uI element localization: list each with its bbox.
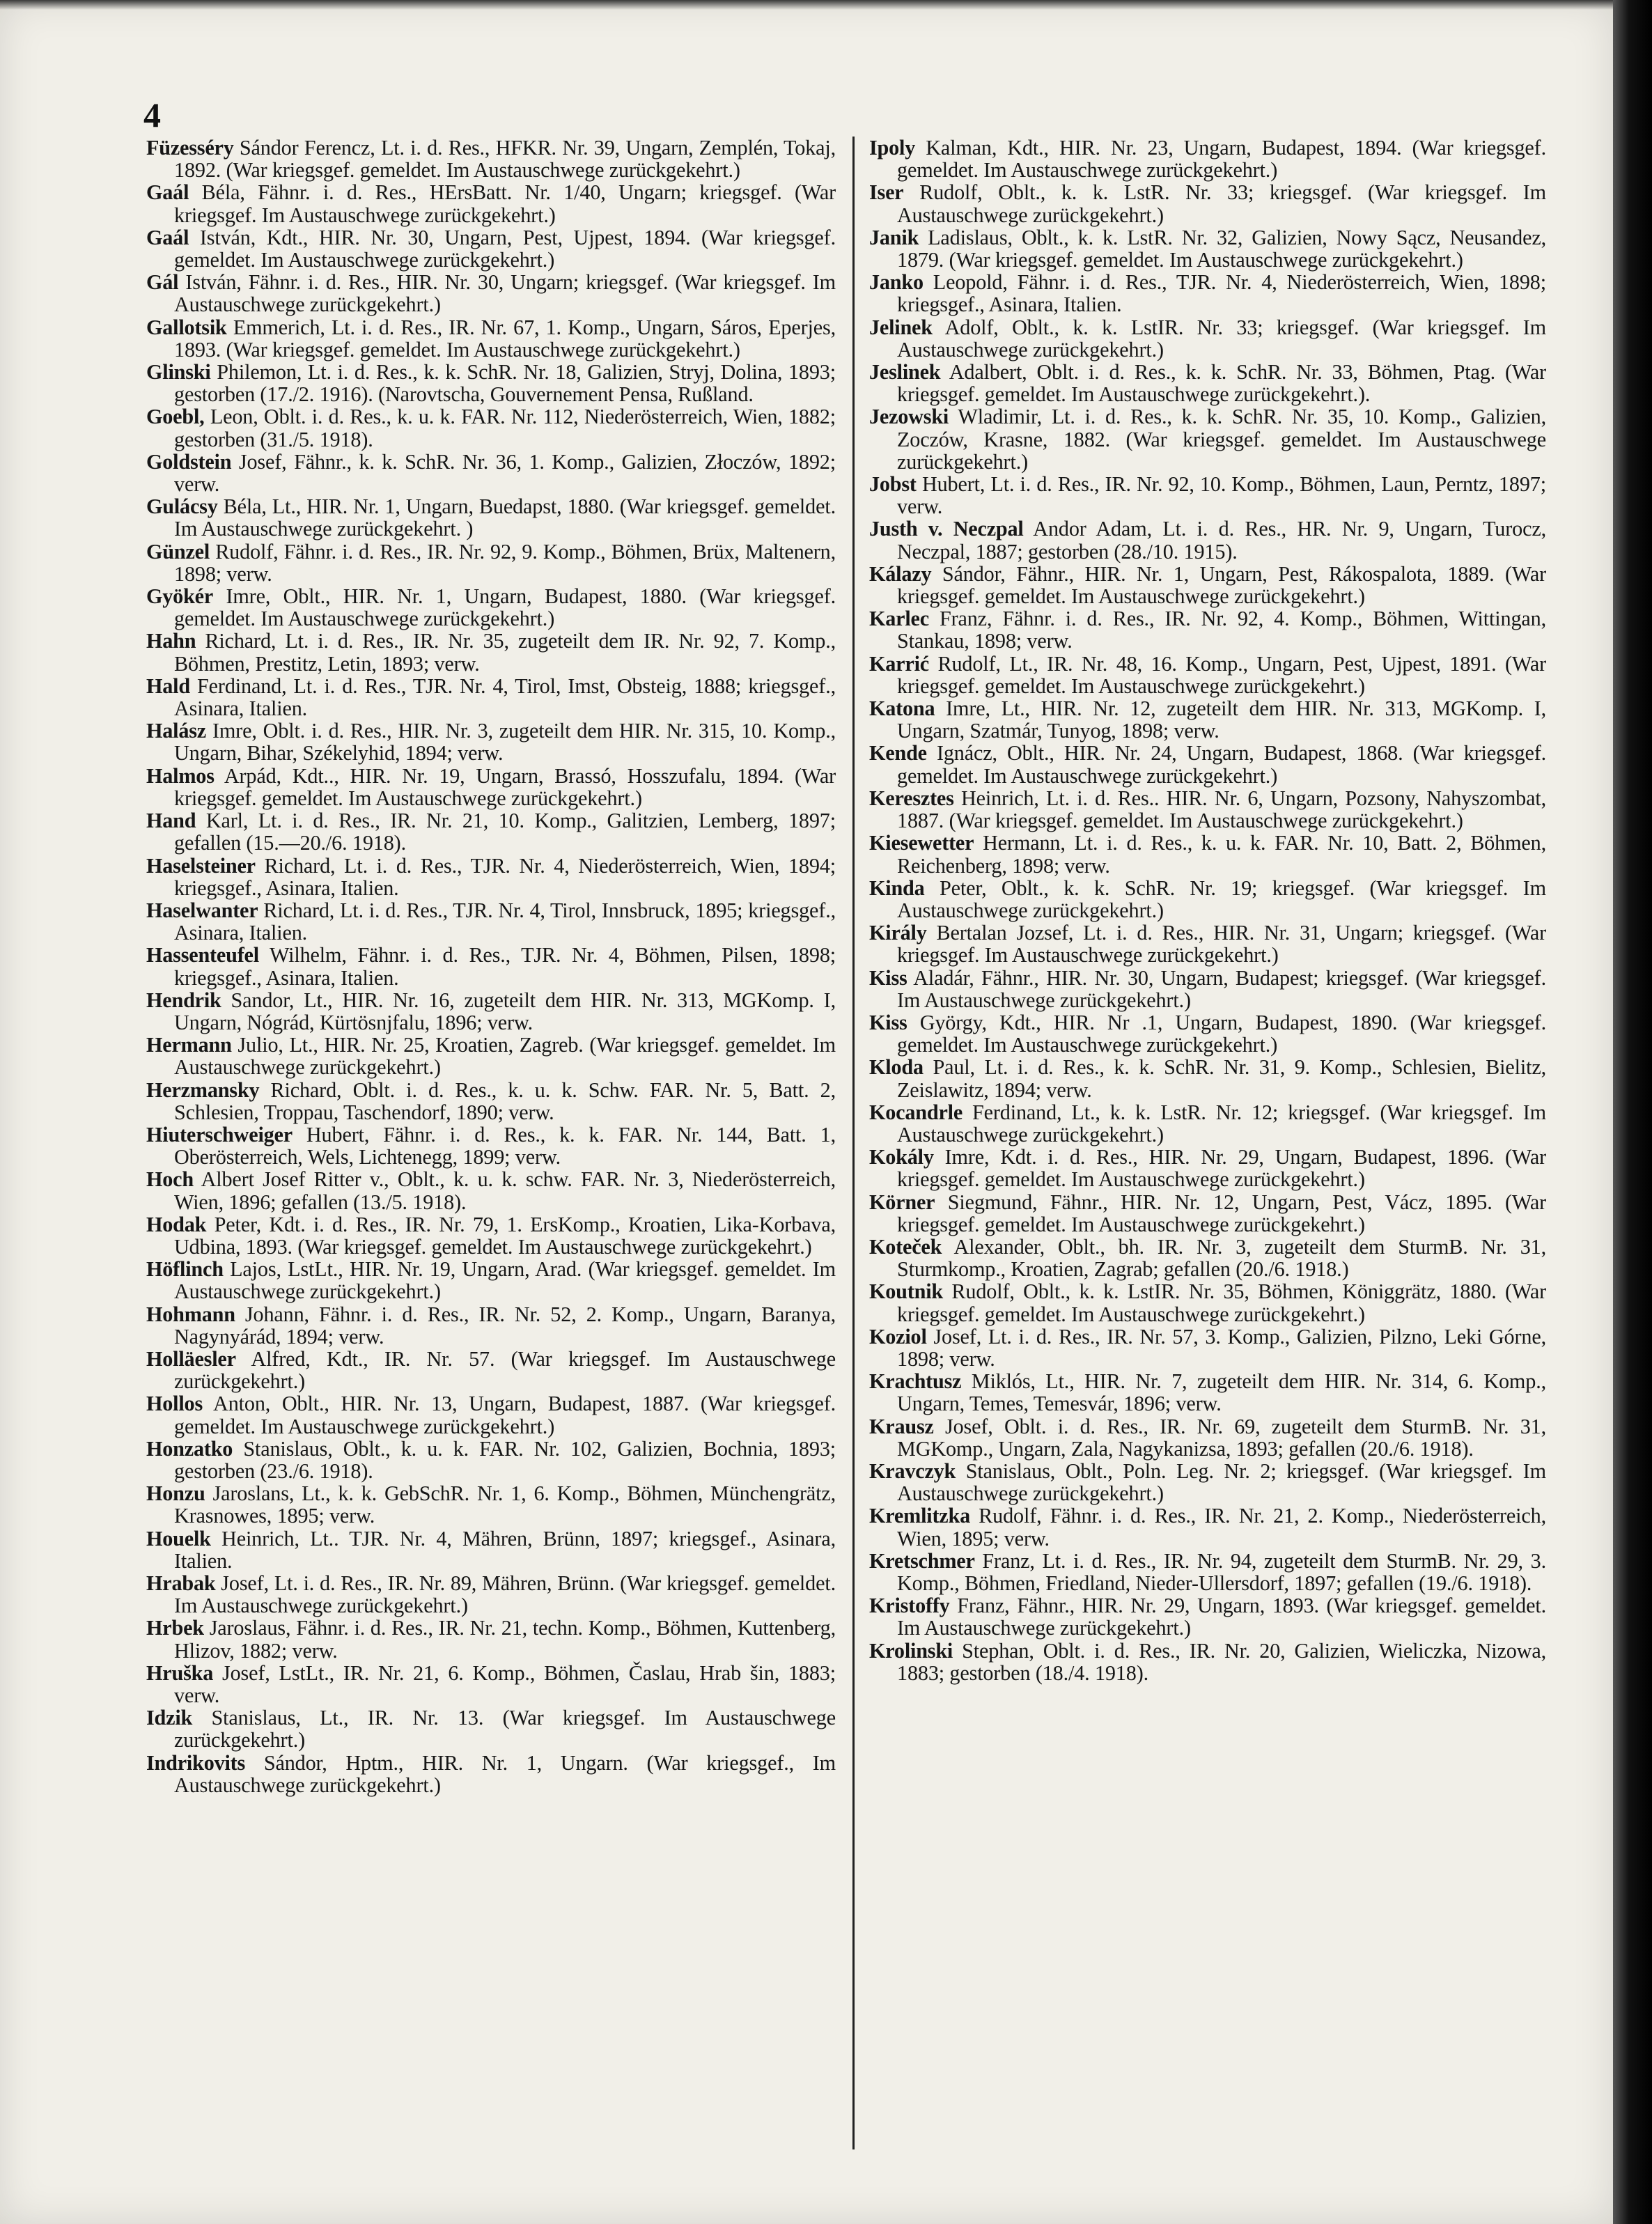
- entry-details: Rudolf, Lt., IR. Nr. 48, 16. Komp., Ungarn, Pest, Ujpest, 1891. (War kriegsgef. gemeldet. Im Austauschwege zurückgekehrt.): [897, 651, 1546, 698]
- entry-surname: Kiss: [869, 1010, 907, 1034]
- directory-entry: [146, 226, 836, 271]
- entry-surname: Houelk: [146, 1526, 211, 1550]
- directory-entry: [869, 1236, 1546, 1280]
- directory-entry: [146, 1168, 836, 1213]
- entry-details: Stanislaus, Oblt., k. u. k. FAR. Nr. 102, Galizien, Bochnia, 1893; gestorben (23./6. 1918).: [174, 1436, 836, 1483]
- entry-details: Julio, Lt., HIR. Nr. 25, Kroatien, Zagreb. (War kriegsgef. gemeldet. Im Austauschwege zurückgekehrt.): [174, 1033, 836, 1080]
- entry-details: Emmerich, Lt. i. d. Res., IR. Nr. 67, 1. Komp., Ungarn, Sáros, Eperjes, 1893. (War kriegsgef. gemeldet. Im Austauschwege zurückgekehrt.): [174, 315, 836, 361]
- page-top-edge: [0, 0, 1613, 10]
- entry-details: Hermann, Lt. i. d. Res., k. u. k. FAR. Nr. 10, Batt. 2, Böhmen, Reichenberg, 1898; verw.: [897, 831, 1546, 878]
- page-number: 4: [143, 95, 161, 134]
- entry-details: Béla, Fähnr. i. d. Res., HErsBatt. Nr. 1/40, Ungarn; kriegsgef. (War kriegsgef. Im Austauschwege zurückgekehrt.): [174, 180, 836, 227]
- entry-surname: Hahn: [146, 629, 196, 653]
- entry-surname: Honzatko: [146, 1436, 233, 1461]
- entry-surname: Glinski: [146, 360, 211, 384]
- entry-surname: Höflinch: [146, 1257, 224, 1282]
- entry-details: Philemon, Lt. i. d. Res., k. k. SchR. Nr. 18, Galizien, Stryj, Dolina, 1893; gestorben (17./2. 1916). (Narovtscha, Gouvernement Pensa, Rußland.: [174, 360, 836, 407]
- directory-entry: [146, 720, 836, 764]
- entry-surname: Halmos: [146, 763, 215, 788]
- entry-details: Hubert, Fähnr. i. d. Res., k. k. FAR. Nr. 144, Batt. 1, Oberösterreich, Wels, Lichtenegg, 1899; verw.: [174, 1122, 836, 1169]
- directory-entry: [869, 271, 1546, 316]
- entry-surname: Füzesséry: [146, 136, 234, 160]
- left-column: [146, 137, 836, 1796]
- entry-surname: Justh v. Neczpal: [869, 517, 1024, 541]
- entry-surname: Hald: [146, 674, 190, 698]
- entry-surname: Gallotsik: [146, 315, 227, 339]
- entry-surname: Janko: [869, 270, 924, 295]
- entry-details: Rudolf, Fähnr. i. d. Res., IR. Nr. 21, 2. Komp., Niederösterreich, Wien, 1895; verw.: [897, 1504, 1546, 1550]
- directory-entry: [869, 316, 1546, 361]
- column-divider: [852, 137, 855, 2149]
- directory-entry: [869, 518, 1546, 562]
- entry-surname: Idzik: [146, 1706, 193, 1730]
- entry-details: Josef, LstLt., IR. Nr. 21, 6. Komp., Böhmen, Časlau, Hrab šin, 1883; verw.: [174, 1661, 836, 1708]
- directory-entry: [146, 1617, 836, 1661]
- entry-details: Heinrich, Lt. i. d. Res.. HIR. Nr. 6, Ungarn, Pozsony, Nahyszombat, 1887. (War kriegsgef. gemeldet. Im Austauschwege zurückgekehrt.): [897, 786, 1546, 833]
- entry-surname: Holläesler: [146, 1346, 236, 1371]
- directory-entry: [146, 585, 836, 630]
- entry-details: Siegmund, Fähnr., HIR. Nr. 12, Ungarn, Pest, Vácz, 1895. (War kriegsgef. gemeldet. Im Austauschwege zurückgekehrt.): [897, 1190, 1546, 1236]
- entry-details: Wladimir, Lt. i. d. Res., k. k. SchR. Nr. 35, 10. Komp., Galizien, Zoczów, Krasne, 1882. (War kriegsgef. gemeldet. Im Austauschwege zurückgekehrt.): [897, 405, 1547, 474]
- directory-entry: [146, 1303, 836, 1348]
- entry-surname: Haselwanter: [146, 898, 258, 922]
- entry-details: Peter, Kdt. i. d. Res., IR. Nr. 79, 1. ErsKomp., Kroatien, Lika-Korbava, Udbina, 1893. (War kriegsgef. gemeldet. Im Austauschwege zurückgekehrt.): [174, 1212, 836, 1259]
- entry-details: Arpád, Kdt.., HIR. Nr. 19, Ungarn, Brassó, Hosszufalu, 1894. (War kriegsgef. gemeldet. Im Austauschwege zurückgekehrt.): [174, 763, 836, 810]
- entry-details: István, Fähnr. i. d. Res., HIR. Nr. 30, Ungarn; kriegsgef. (War kriegsgef. Im Austauschwege zurückgekehrt.): [174, 270, 836, 317]
- entry-details: Richard, Lt. i. d. Res., TJR. Nr. 4, Niederösterreich, Wien, 1894; kriegsgef., Asinara, Italien.: [174, 853, 836, 900]
- entry-surname: Gulácsy: [146, 495, 218, 519]
- directory-entry: [869, 607, 1546, 652]
- entry-surname: Hendrik: [146, 988, 221, 1012]
- entry-surname: Hollos: [146, 1392, 203, 1416]
- entry-details: Béla, Lt., HIR. Nr. 1, Ungarn, Buedapst, 1880. (War kriegsgef. gemeldet. Im Austauschwege zurückgekehrt. ): [174, 495, 836, 541]
- entry-details: Anton, Oblt., HIR. Nr. 13, Ungarn, Budapest, 1887. (War kriegsgef. gemeldet. Im Austauschwege zurückgekehrt.): [174, 1392, 836, 1438]
- directory-entry: [146, 1392, 836, 1437]
- directory-entry: [869, 877, 1546, 922]
- directory-entry: [869, 1504, 1546, 1549]
- entry-surname: Hand: [146, 809, 196, 833]
- directory-entry: [146, 451, 836, 495]
- directory-entry: [869, 742, 1546, 786]
- entry-surname: Hermann: [146, 1033, 232, 1057]
- entry-surname: Gaál: [146, 180, 189, 205]
- directory-entry: [869, 1011, 1546, 1056]
- directory-entry: [146, 630, 836, 674]
- entry-surname: Kinda: [869, 876, 925, 900]
- entry-details: Miklós, Lt., HIR. Nr. 7, zugeteilt dem HIR. Nr. 314, 6. Komp., Ungarn, Temes, Temesvár, 1896; verw.: [897, 1369, 1546, 1416]
- entry-surname: Krachtusz: [869, 1369, 962, 1394]
- directory-entry: [869, 181, 1546, 226]
- entry-details: Franz, Fähnr. i. d. Res., IR. Nr. 92, 4. Komp., Böhmen, Wittingan, Stankau, 1898; verw.: [897, 607, 1546, 653]
- right-column: [869, 137, 1546, 1684]
- directory-entry: [869, 787, 1546, 832]
- entry-details: Alexander, Oblt., bh. IR. Nr. 3, zugeteilt dem SturmB. Nr. 31, Sturmkomp., Kroatien, Zagrab; gefallen (20./6. 1918.): [897, 1234, 1546, 1282]
- entry-surname: Körner: [869, 1190, 935, 1214]
- directory-entry: [146, 1213, 836, 1258]
- directory-entry: [146, 1572, 836, 1617]
- directory-entry: [869, 405, 1546, 473]
- entry-surname: Krolinski: [869, 1638, 953, 1663]
- directory-entry: [869, 1640, 1546, 1684]
- entry-surname: Karrić: [869, 651, 929, 676]
- entry-surname: Kiss: [869, 965, 907, 990]
- directory-entry: [869, 697, 1546, 742]
- directory-entry: [146, 361, 836, 405]
- entry-surname: Kravczyk: [869, 1459, 956, 1483]
- directory-entry: [869, 1325, 1546, 1370]
- entry-surname: Hodak: [146, 1212, 207, 1236]
- directory-entry: [869, 1550, 1546, 1594]
- entry-surname: Kloda: [869, 1055, 924, 1080]
- directory-entry: [146, 1706, 836, 1751]
- directory-entry: [869, 922, 1546, 966]
- entry-surname: Honzu: [146, 1482, 205, 1506]
- entry-surname: Kremlitzka: [869, 1504, 970, 1528]
- directory-entry: [146, 1527, 836, 1572]
- entry-details: Josef, Fähnr., k. k. SchR. Nr. 36, 1. Komp., Galizien, Złoczów, 1892; verw.: [174, 449, 836, 497]
- entry-details: Andor Adam, Lt. i. d. Res., HR. Nr. 9, Ungarn, Turocz, Neczpal, 1887; gestorben (28./10. 1915).: [897, 517, 1546, 563]
- entry-details: Adalbert, Oblt. i. d. Res., k. k. SchR. Nr. 33, Böhmen, Ptag. (War kriegsgef. gemeldet. Im Austauschwege zurückgekehrt.).: [897, 360, 1546, 407]
- entry-details: Franz, Lt. i. d. Res., IR. Nr. 94, zugeteilt dem SturmB. Nr. 29, 3. Komp., Böhmen, Friedland, Nieder-Ullersdorf, 1897; gefallen (19./6. 1918).: [897, 1548, 1546, 1595]
- directory-entry: [869, 1056, 1546, 1101]
- entry-surname: Jobst: [869, 472, 917, 497]
- directory-entry: [146, 137, 836, 181]
- directory-entry: [146, 944, 836, 988]
- entry-surname: Janik: [869, 225, 919, 249]
- entry-details: Richard, Oblt. i. d. Res., k. u. k. Schw. FAR. Nr. 5, Batt. 2, Schlesien, Troppau, Taschendorf, 1890; verw.: [174, 1078, 836, 1124]
- entry-surname: Kretschmer: [869, 1548, 975, 1573]
- entry-surname: Goebl,: [146, 405, 205, 429]
- entry-surname: Herzmansky: [146, 1078, 260, 1102]
- entry-surname: Krausz: [869, 1414, 934, 1438]
- directory-entry: [869, 1280, 1546, 1325]
- entry-details: Stanislaus, Lt., IR. Nr. 13. (War kriegsgef. Im Austauschwege zurückgekehrt.): [174, 1706, 836, 1752]
- directory-entry: [146, 675, 836, 720]
- directory-entry: [146, 1348, 836, 1392]
- entry-surname: Hrbek: [146, 1616, 204, 1640]
- directory-entry: [146, 809, 836, 854]
- entry-details: Hubert, Lt. i. d. Res., IR. Nr. 92, 10. Komp., Böhmen, Laun, Perntz, 1897; verw.: [897, 472, 1546, 519]
- entry-details: Leon, Oblt. i. d. Res., k. u. k. FAR. Nr. 112, Niederösterreich, Wien, 1882; gestorben (31./5. 1918).: [174, 405, 836, 451]
- entry-surname: Katona: [869, 697, 935, 721]
- entry-details: Sándor, Hptm., HIR. Nr. 1, Ungarn. (War kriegsgef., Im Austauschwege zurückgekehrt.): [174, 1750, 836, 1797]
- entry-details: Alfred, Kdt., IR. Nr. 57. (War kriegsgef. Im Austauschwege zurückgekehrt.): [174, 1346, 836, 1394]
- entry-details: Aladár, Fähnr., HIR. Nr. 30, Ungarn, Budapest; kriegsgef. (War kriegsgef. Im Austauschwege zurückgekehrt.): [897, 965, 1546, 1012]
- entry-surname: Haselsteiner: [146, 853, 256, 878]
- entry-surname: Király: [869, 921, 927, 945]
- entry-details: Ladislaus, Oblt., k. k. LstR. Nr. 32, Galizien, Nowy Sącz, Neusandez, 1879. (War kriegsgef. gemeldet. Im Austauschwege zurückgekehrt.): [897, 225, 1546, 272]
- directory-entry: [869, 967, 1546, 1011]
- entry-details: Rudolf, Oblt., k. k. LstIR. Nr. 35, Böhmen, Königgrätz, 1880. (War kriegsgef. gemeldet. Im Austauschwege zurückgekehrt.): [897, 1280, 1547, 1326]
- entry-details: Richard, Lt. i. d. Res., TJR. Nr. 4, Tirol, Innsbruck, 1895; kriegsgef., Asinara, Italien.: [174, 898, 836, 945]
- entry-surname: Jeslinek: [869, 360, 941, 384]
- entry-surname: Hrabak: [146, 1571, 216, 1595]
- directory-entry: [146, 1438, 836, 1482]
- entry-surname: Hoch: [146, 1167, 194, 1192]
- entry-details: Leopold, Fähnr. i. d. Res., TJR. Nr. 4, Niederösterreich, Wien, 1898; kriegsgef., Asinara, Italien.: [897, 270, 1546, 317]
- directory-entry: [869, 653, 1546, 697]
- entry-surname: Kristoffy: [869, 1594, 950, 1618]
- directory-entry: [146, 541, 836, 585]
- entry-details: Ferdinand, Lt. i. d. Res., TJR. Nr. 4, Tirol, Imst, Obsteig, 1888; kriegsgef., Asinara, Italien.: [174, 674, 836, 721]
- directory-entry: [146, 1258, 836, 1302]
- entry-details: Jaroslaus, Fähnr. i. d. Res., IR. Nr. 21, techn. Komp., Böhmen, Kuttenberg, Hlizov, 1882; verw.: [174, 1616, 836, 1663]
- directory-entry: [869, 1370, 1546, 1415]
- entry-surname: Kokály: [869, 1145, 934, 1169]
- directory-entry: [146, 1034, 836, 1078]
- entry-details: Imre, Lt., HIR. Nr. 12, zugeteilt dem HIR. Nr. 313, MGKomp. I, Ungarn, Szatmár, Tunyog, 1898; verw.: [897, 697, 1546, 743]
- entry-surname: Kocandrle: [869, 1100, 963, 1124]
- entry-details: Sándor Ferencz, Lt. i. d. Res., HFKR. Nr. 39, Ungarn, Zemplén, Tokaj, 1892. (War kriegsgef. gemeldet. Im Austauschwege zurückgekehrt.): [174, 136, 836, 182]
- directory-entry: [146, 765, 836, 809]
- directory-entry: [146, 316, 836, 361]
- directory-entry: [146, 405, 836, 450]
- entry-details: Bertalan Jozsef, Lt. i. d. Res., HIR. Nr. 31, Ungarn; kriegsgef. (War kriegsgef. Im Austauschwege zurückgekehrt.): [897, 921, 1546, 967]
- directory-entry: [146, 1752, 836, 1796]
- entry-surname: Hruška: [146, 1661, 214, 1685]
- entry-details: Peter, Oblt., k. k. SchR. Nr. 19; kriegsgef. (War kriegsgef. Im Austauschwege zurückgekehrt.): [897, 876, 1546, 922]
- entry-surname: Iser: [869, 180, 904, 205]
- entry-details: Johann, Fähnr. i. d. Res., IR. Nr. 52, 2. Komp., Ungarn, Baranya, Nagynyárád, 1894; verw.: [174, 1302, 836, 1348]
- entry-details: Rudolf, Oblt., k. k. LstR. Nr. 33; kriegsgef. (War kriegsgef. Im Austauschwege zurückgekehrt.): [897, 180, 1546, 227]
- page-right-edge-shadow: [1613, 0, 1652, 2224]
- directory-entry: [146, 899, 836, 944]
- directory-entry: [869, 1594, 1546, 1639]
- entry-details: Ferdinand, Lt., k. k. LstR. Nr. 12; kriegsgef. (War kriegsgef. Im Austauschwege zurückgekehrt.): [897, 1100, 1546, 1146]
- entry-surname: Jezowski: [869, 405, 949, 429]
- entry-surname: Halász: [146, 719, 207, 743]
- entry-details: Adolf, Oblt., k. k. LstIR. Nr. 33; kriegsgef. (War kriegsgef. Im Austauschwege zurückgekehrt.): [897, 315, 1546, 361]
- entry-details: Paul, Lt. i. d. Res., k. k. SchR. Nr. 31, 9. Komp., Schlesien, Bielitz, Zeislawitz, 1894; verw.: [897, 1055, 1546, 1102]
- directory-entry: [146, 181, 836, 226]
- entry-surname: Gyökér: [146, 584, 214, 609]
- directory-entry: [869, 473, 1546, 518]
- entry-details: Heinrich, Lt.. TJR. Nr. 4, Mähren, Brünn, 1897; kriegsgef., Asinara, Italien.: [174, 1526, 836, 1573]
- directory-entry: [869, 563, 1546, 607]
- directory-entry: [869, 1460, 1546, 1504]
- entry-details: Josef, Oblt. i. d. Res., IR. Nr. 69, zugeteilt dem SturmB. Nr. 31, MGKomp., Ungarn, Zala, Nagykanizsa, 1893; gefallen (20./6. 1918).: [897, 1414, 1546, 1461]
- directory-entry: [869, 1191, 1546, 1236]
- entry-details: Franz, Fähnr., HIR. Nr. 29, Ungarn, 1893. (War kriegsgef. gemeldet. Im Austauschwege zurückgekehrt.): [897, 1594, 1546, 1640]
- entry-details: Rudolf, Fähnr. i. d. Res., IR. Nr. 92, 9. Komp., Böhmen, Brüx, Maltenern, 1898; verw.: [174, 539, 836, 586]
- entry-details: Imre, Kdt. i. d. Res., HIR. Nr. 29, Ungarn, Budapest, 1896. (War kriegsgef. gemeldet. Im Austauschwege zurückgekehrt.): [897, 1145, 1546, 1192]
- entry-details: Imre, Oblt. i. d. Res., HIR. Nr. 3, zugeteilt dem HIR. Nr. 315, 10. Komp., Ungarn, Bihar, Székelyhid, 1894; verw.: [174, 719, 836, 765]
- entry-surname: Kiesewetter: [869, 831, 974, 855]
- entry-details: Josef, Lt. i. d. Res., IR. Nr. 89, Mähren, Brünn. (War kriegsgef. gemeldet. Im Austauschwege zurückgekehrt.): [174, 1571, 836, 1618]
- directory-entry: [146, 855, 836, 899]
- directory-entry: [869, 832, 1546, 876]
- entry-surname: Indrikovits: [146, 1750, 246, 1775]
- entry-details: Sándor, Fähnr., HIR. Nr. 1, Ungarn, Pest, Rákospalota, 1889. (War kriegsgef. gemeldet. Im Austauschwege zurückgekehrt.): [897, 561, 1546, 609]
- entry-details: Sandor, Lt., HIR. Nr. 16, zugeteilt dem HIR. Nr. 313, MGKomp. I, Ungarn, Nógrád, Kürtösnjfalu, 1896; verw.: [174, 988, 836, 1034]
- directory-entry: [146, 271, 836, 316]
- directory-entry: [869, 1415, 1546, 1460]
- entry-surname: Hiuterschweiger: [146, 1122, 293, 1146]
- entry-details: Josef, Lt. i. d. Res., IR. Nr. 57, 3. Komp., Galizien, Pilzno, Leki Górne, 1898; verw.: [897, 1324, 1546, 1371]
- directory-entry: [869, 1101, 1546, 1146]
- entry-details: Richard, Lt. i. d. Res., IR. Nr. 35, zugeteilt dem IR. Nr. 92, 7. Komp., Böhmen, Prestitz, Letin, 1893; verw.: [174, 629, 836, 676]
- entry-surname: Ipoly: [869, 136, 916, 160]
- entry-details: István, Kdt., HIR. Nr. 30, Ungarn, Pest, Ujpest, 1894. (War kriegsgef. gemeldet. Im Austauschwege zurückgekehrt.): [174, 225, 836, 272]
- entry-surname: Keresztes: [869, 786, 954, 810]
- directory-entry: [869, 361, 1546, 405]
- entry-surname: Goldstein: [146, 449, 232, 474]
- entry-details: Kalman, Kdt., HIR. Nr. 23, Ungarn, Budapest, 1894. (War kriegsgef. gemeldet. Im Austauschwege zurückgekehrt.): [897, 136, 1546, 182]
- entry-details: Wilhelm, Fähnr. i. d. Res., TJR. Nr. 4, Böhmen, Pilsen, 1898; kriegsgef., Asinara, Italien.: [174, 943, 836, 990]
- entry-surname: Koteček: [869, 1234, 942, 1259]
- directory-entry: [869, 226, 1546, 271]
- entry-surname: Hohmann: [146, 1302, 235, 1326]
- directory-entry: [146, 1123, 836, 1168]
- directory-entry: [146, 495, 836, 540]
- entry-details: Imre, Oblt., HIR. Nr. 1, Ungarn, Budapest, 1880. (War kriegsgef. gemeldet. Im Austauschwege zurückgekehrt.): [174, 584, 836, 631]
- directory-entry: [146, 989, 836, 1034]
- entry-details: Stephan, Oblt. i. d. Res., IR. Nr. 20, Galizien, Wieliczka, Nizowa, 1883; gestorben (18./4. 1918).: [897, 1638, 1546, 1685]
- entry-surname: Koziol: [869, 1324, 927, 1348]
- entry-surname: Koutnik: [869, 1280, 943, 1304]
- entry-surname: Gaál: [146, 225, 189, 249]
- directory-entry: [869, 137, 1546, 181]
- entry-surname: Hassenteufel: [146, 943, 259, 967]
- entry-details: György, Kdt., HIR. Nr .1, Ungarn, Budapest, 1890. (War kriegsgef. gemeldet. Im Austauschwege zurückgekehrt.): [897, 1010, 1546, 1057]
- entry-details: Albert Josef Ritter v., Oblt., k. u. k. schw. FAR. Nr. 3, Niederösterreich, Wien, 1896; gefallen (13./5. 1918).: [174, 1167, 836, 1214]
- directory-entry: [146, 1482, 836, 1527]
- entry-details: Ignácz, Oblt., HIR. Nr. 24, Ungarn, Budapest, 1868. (War kriegsgef. gemeldet. Im Austauschwege zurückgekehrt.): [897, 741, 1546, 788]
- entry-details: Lajos, LstLt., HIR. Nr. 19, Ungarn, Arad. (War kriegsgef. gemeldet. Im Austauschwege zurückgekehrt.): [174, 1257, 836, 1304]
- entry-surname: Gál: [146, 270, 179, 295]
- entry-surname: Jelinek: [869, 315, 933, 339]
- entry-surname: Günzel: [146, 539, 210, 563]
- directory-entry: [146, 1662, 836, 1706]
- entry-surname: Karlec: [869, 607, 929, 631]
- entry-surname: Kende: [869, 741, 927, 765]
- directory-entry: [869, 1146, 1546, 1190]
- entry-surname: Kálazy: [869, 561, 932, 586]
- entry-details: Jaroslans, Lt., k. k. GebSchR. Nr. 1, 6. Komp., Böhmen, Münchengrätz, Krasnowes, 1895; verw.: [174, 1482, 836, 1528]
- directory-entry: [146, 1079, 836, 1123]
- entry-details: Karl, Lt. i. d. Res., IR. Nr. 21, 10. Komp., Galitzien, Lemberg, 1897; gefallen (15.—20./6. 1918).: [174, 809, 836, 855]
- entry-details: Stanislaus, Oblt., Poln. Leg. Nr. 2; kriegsgef. (War kriegsgef. Im Austauschwege zurückgekehrt.): [897, 1459, 1546, 1506]
